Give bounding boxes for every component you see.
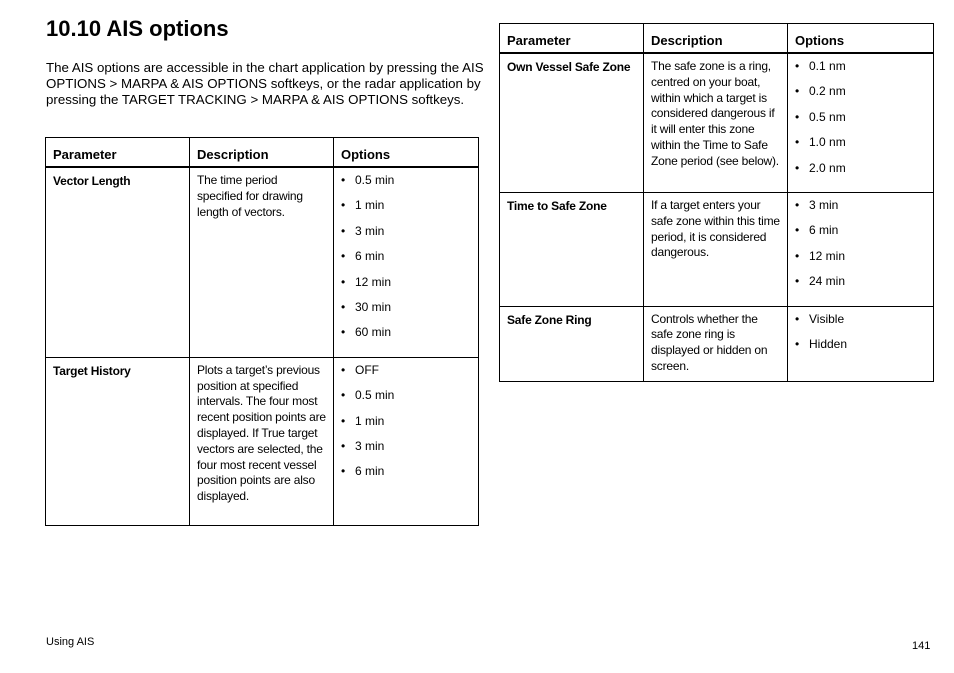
bullet-icon: • <box>795 311 800 326</box>
option-item <box>341 363 471 388</box>
option-label: 30 min <box>355 299 392 314</box>
option-label: 12 min <box>355 274 392 289</box>
intro-paragraph: The AIS options are accessible in the chart application by pressing the AIS OPTIONS > MARPA & AIS OPTIONS softkeys, or the radar application by pressing the TARGET TRACKING > MARPA & AIS OPTIONS softkeys. <box>46 60 484 107</box>
bullet-icon: • <box>341 299 346 314</box>
bullet-icon: • <box>341 325 346 340</box>
bullet-icon: • <box>341 274 346 289</box>
bullet-icon: • <box>341 362 346 377</box>
page-title: 10.10 AIS options <box>46 16 229 41</box>
options-cell <box>334 357 479 525</box>
parameter-cell: Own Vessel Safe Zone <box>500 53 644 192</box>
option-label: 2.0 nm <box>809 160 846 175</box>
bullet-icon: • <box>341 413 346 428</box>
option-item <box>341 439 471 464</box>
bullet-icon: • <box>341 438 346 453</box>
option-label: 24 min <box>809 274 846 289</box>
table-header-row <box>46 138 479 168</box>
option-label: 6 min <box>355 249 385 264</box>
bullet-icon: • <box>795 59 800 73</box>
header-description: Description <box>190 138 334 168</box>
option-item <box>341 325 471 350</box>
bullet-icon: • <box>795 336 800 351</box>
option-item <box>795 110 926 135</box>
bullet-icon: • <box>795 248 800 263</box>
option-item <box>341 249 471 274</box>
option-label: 3 min <box>355 223 385 238</box>
header-options: Options <box>334 138 479 168</box>
description-cell: Plots a target’s previous position at specified intervals. The four most recent position points are displayed. If True target vectors are selected, the four most recent vessel position points are also displayed. <box>190 357 334 525</box>
table-header-row <box>500 24 934 54</box>
parameter-cell: Time to Safe Zone <box>500 192 644 306</box>
footer-page-number: 141 <box>912 640 931 652</box>
options-cell <box>788 53 934 192</box>
header-parameter: Parameter <box>500 24 644 54</box>
bullet-icon: • <box>341 173 346 187</box>
option-label: Visible <box>809 311 845 326</box>
option-label: 12 min <box>809 248 846 263</box>
bullet-icon: • <box>341 249 346 264</box>
description-cell: The time period specified for drawing length of vectors. <box>190 167 334 357</box>
option-item <box>795 274 926 299</box>
parameter-cell: Safe Zone Ring <box>500 306 644 381</box>
parameter-cell: Vector Length <box>46 167 190 357</box>
bullet-icon: • <box>341 464 346 479</box>
options-cell <box>334 167 479 357</box>
table-row <box>46 357 479 525</box>
option-item <box>795 161 926 186</box>
bullet-icon: • <box>795 109 800 124</box>
option-label: 0.5 min <box>355 388 395 403</box>
option-item <box>341 388 471 413</box>
option-item <box>795 135 926 160</box>
ais-options-table-right <box>499 23 934 382</box>
bullet-icon: • <box>341 388 346 403</box>
option-label: 0.1 nm <box>809 59 846 73</box>
bullet-icon: • <box>795 84 800 99</box>
option-label: 0.2 nm <box>809 84 846 99</box>
option-item <box>795 59 926 84</box>
bullet-icon: • <box>795 197 800 212</box>
option-item <box>341 414 471 439</box>
options-cell <box>788 192 934 306</box>
option-item <box>795 84 926 109</box>
option-item <box>795 198 926 223</box>
option-label: 60 min <box>355 325 392 340</box>
bullet-icon: • <box>795 160 800 175</box>
table-row <box>500 306 934 381</box>
option-label: 1.0 nm <box>809 135 846 150</box>
description-cell: Controls whether the safe zone ring is displayed or hidden on screen. <box>644 306 788 381</box>
ais-options-table-left <box>45 137 479 526</box>
table-body <box>500 53 934 381</box>
option-label: 6 min <box>809 223 839 238</box>
option-item <box>341 173 471 198</box>
bullet-icon: • <box>341 223 346 238</box>
description-cell: The safe zone is a ring, centred on your boat, within which a target is considered dangerous if it will enter this zone within the Time to Safe Zone period (see below). <box>644 53 788 192</box>
option-item <box>341 275 471 300</box>
option-item <box>341 300 471 325</box>
table-row <box>46 167 479 357</box>
options-cell <box>788 306 934 381</box>
header-options: Options <box>788 24 934 54</box>
description-cell: If a target enters your safe zone within this time period, it is considered dangerous. <box>644 192 788 306</box>
option-label: 6 min <box>355 464 385 479</box>
footer-section-name: Using AIS <box>46 636 95 648</box>
option-label: 3 min <box>809 197 839 212</box>
option-label: OFF <box>355 362 379 377</box>
option-item <box>795 223 926 248</box>
option-item <box>795 249 926 274</box>
option-item <box>341 224 471 249</box>
option-label: Hidden <box>809 336 848 351</box>
option-label: 1 min <box>355 198 385 213</box>
option-item <box>795 312 926 337</box>
option-label: 0.5 nm <box>809 109 846 124</box>
option-label: 3 min <box>355 438 385 453</box>
bullet-icon: • <box>341 198 346 213</box>
option-label: 1 min <box>355 413 385 428</box>
table-row <box>500 53 934 192</box>
bullet-icon: • <box>795 274 800 289</box>
option-item <box>795 337 926 362</box>
bullet-icon: • <box>795 223 800 238</box>
header-parameter: Parameter <box>46 138 190 168</box>
option-item <box>341 464 471 489</box>
table-body <box>46 167 479 525</box>
parameter-cell: Target History <box>46 357 190 525</box>
header-description: Description <box>644 24 788 54</box>
option-item <box>341 198 471 223</box>
bullet-icon: • <box>795 135 800 150</box>
option-label: 0.5 min <box>355 173 395 187</box>
table-row <box>500 192 934 306</box>
